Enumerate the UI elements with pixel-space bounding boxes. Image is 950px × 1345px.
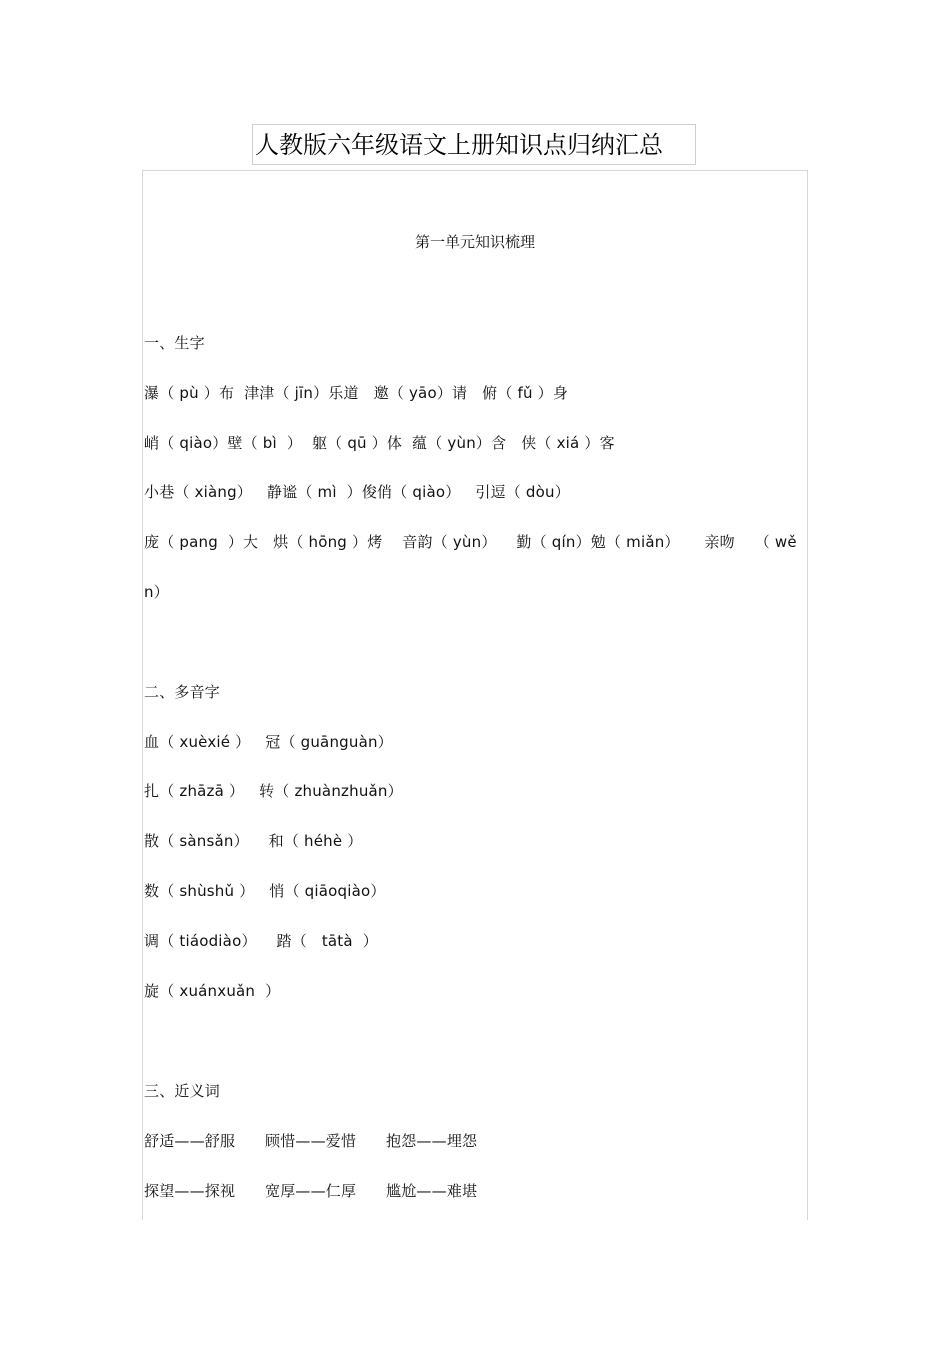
document-title-box: [252, 124, 696, 165]
shengzi-line-2: 峭（ qiào）壁（ bì ） 躯（ qū ）体 蕴（ yùn）含 侠（ xiá ）客: [144, 434, 615, 452]
duoyinzi-line-3: 散（ sànsǎn） 和（ héhè ）: [144, 832, 363, 850]
jinyici-line-1: 舒适——舒服 顾惜——爱惜 抱怨——埋怨: [144, 1132, 478, 1150]
shengzi-line-3: 小巷（ xiàng） 静谧（ mì ）俊俏（ qiào） 引逗（ dòu）: [144, 483, 570, 501]
duoyinzi-line-4: 数（ shùshǔ ） 悄（ qiāoqiào）: [144, 882, 386, 900]
section-heading-jinyici: 三、近义词: [144, 1082, 221, 1100]
shengzi-line-1: 瀑（ pù ）布 津津（ jīn）乐道 邀（ yāo）请 俯（ fǔ ）身: [144, 384, 569, 402]
section-heading-shengzi: 一、生字: [144, 334, 205, 352]
document-title: 人教版六年级语文上册知识点归纳汇总: [255, 131, 663, 159]
section-heading-duoyinzi: 二、多音字: [144, 683, 221, 701]
shengzi-line-5: n）: [144, 583, 169, 601]
duoyinzi-line-1: 血（ xuèxié ） 冠（ guānguàn）: [144, 733, 393, 751]
unit-title: 第一单元知识梳理: [414, 233, 535, 251]
duoyinzi-line-2: 扎（ zhāzā ） 转（ zhuànzhuǎn）: [144, 782, 403, 800]
duoyinzi-line-6: 旋（ xuánxuǎn ）: [144, 982, 281, 1000]
duoyinzi-line-5: 调（ tiáodiào） 踏（ tātà ）: [144, 932, 378, 950]
shengzi-line-4: 庞（ pang ）大 烘（ hōng ）烤 音韵（ yùn） 勤（ qín）勉（ miǎn） 亲吻 （ wě: [144, 533, 797, 551]
content-frame: [142, 170, 808, 1220]
jinyici-line-2: 探望——探视 宽厚——仁厚 尴尬——难堪: [144, 1182, 478, 1200]
